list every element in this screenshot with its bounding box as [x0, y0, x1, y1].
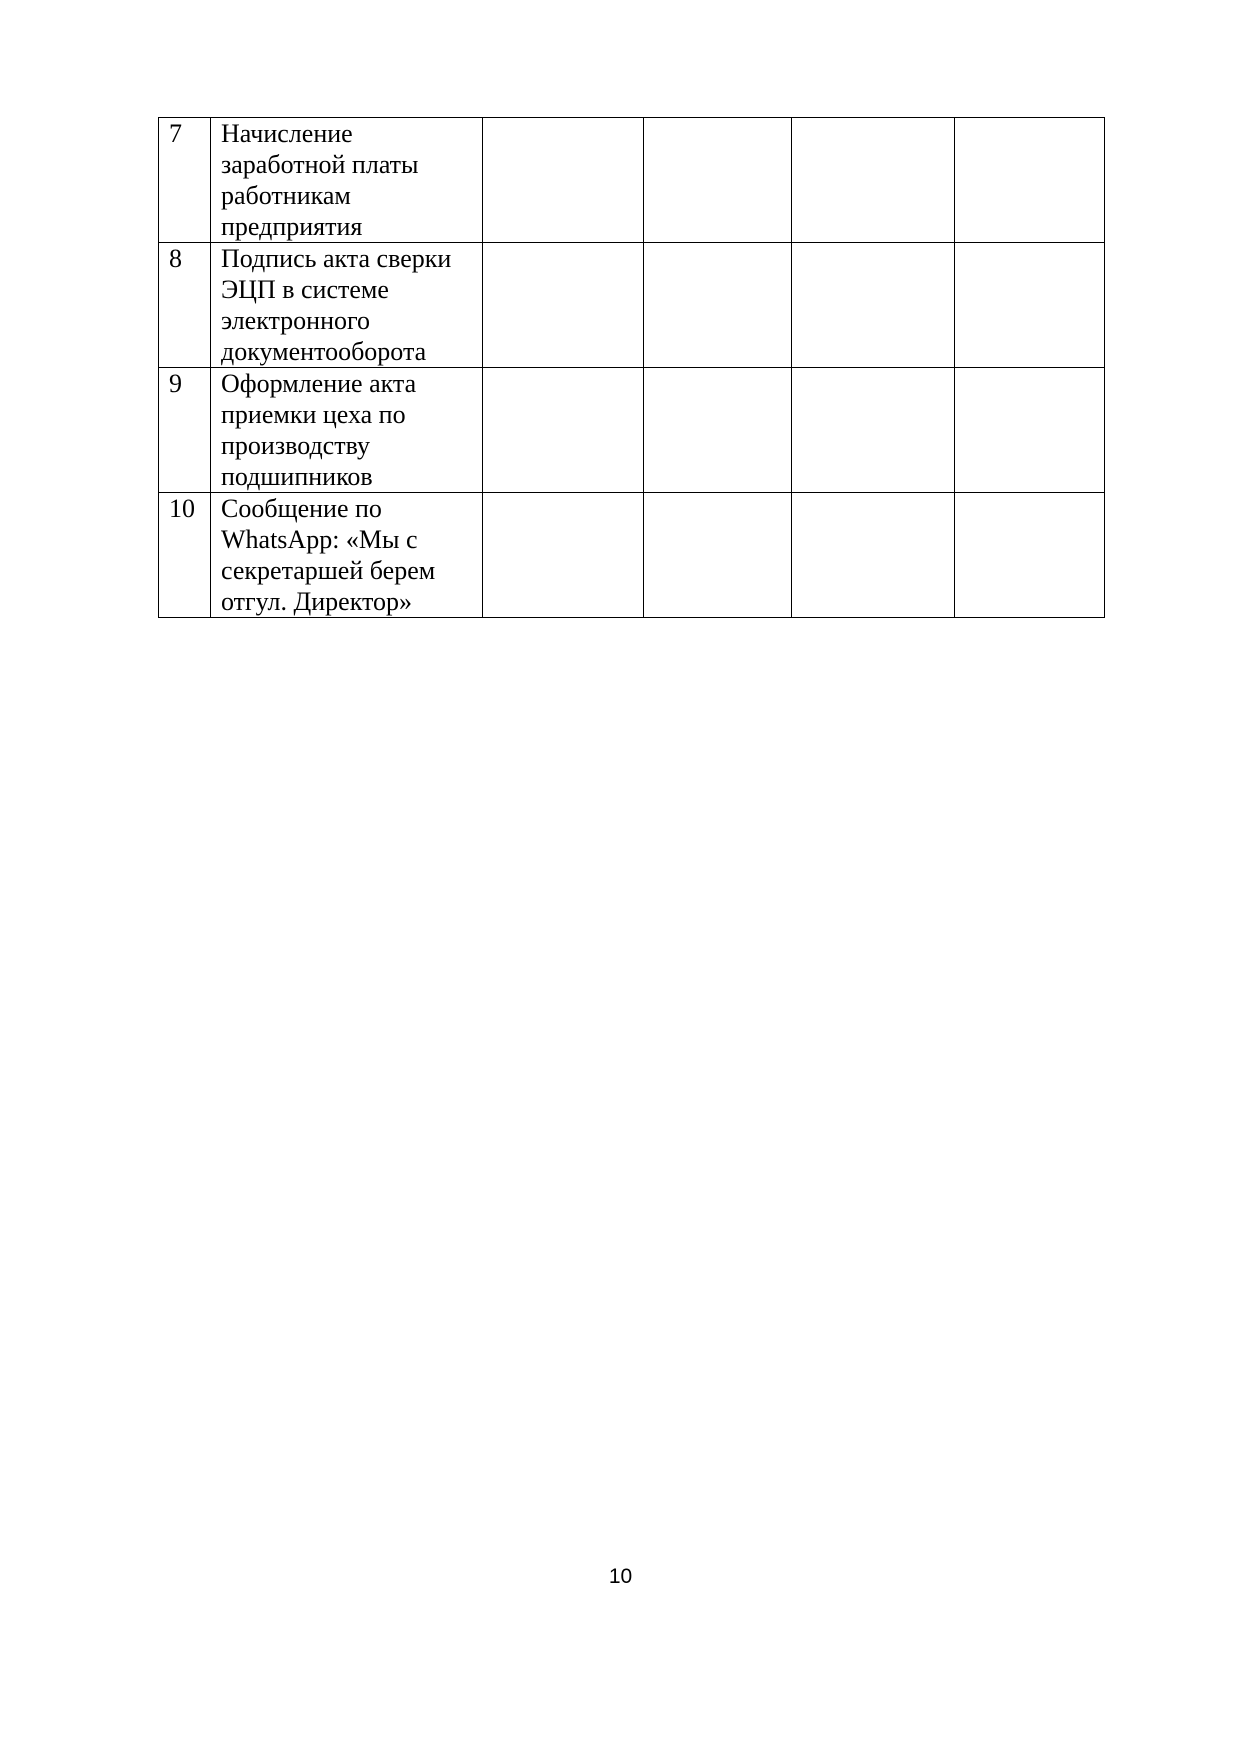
- data-table: [158, 117, 1105, 618]
- description-line: WhatsApp: «Мы с: [221, 525, 418, 554]
- empty-cell: [955, 243, 1105, 368]
- empty-cell: [483, 243, 644, 368]
- row-number-cell: [159, 368, 211, 493]
- empty-cell: [955, 118, 1105, 243]
- row-number: 9: [169, 369, 182, 398]
- empty-cell: [644, 368, 792, 493]
- description-line: заработной платы: [221, 150, 419, 179]
- description-cell: [211, 118, 483, 243]
- description-line: производству: [221, 431, 370, 460]
- description-cell: [211, 368, 483, 493]
- table-row: [159, 493, 1105, 618]
- description-line: Начисление: [221, 119, 353, 148]
- description-text: [211, 118, 482, 242]
- description-text: [211, 368, 482, 492]
- empty-cell: [483, 368, 644, 493]
- description-text: [211, 493, 482, 617]
- empty-cell: [792, 368, 955, 493]
- description-line: подшипников: [221, 462, 373, 491]
- empty-cell: [483, 118, 644, 243]
- description-line: приемки цеха по: [221, 400, 406, 429]
- empty-cell: [644, 243, 792, 368]
- row-number: 8: [169, 244, 182, 273]
- row-number-cell: [159, 493, 211, 618]
- table-row: [159, 118, 1105, 243]
- description-line: отгул. Директор»: [221, 587, 413, 616]
- description-cell: [211, 243, 483, 368]
- row-number: 7: [169, 119, 182, 148]
- description-line: ЭЦП в системе: [221, 275, 389, 304]
- empty-cell: [483, 493, 644, 618]
- description-line: Сообщение по: [221, 494, 382, 523]
- description-line: Оформление акта: [221, 369, 417, 398]
- description-line: предприятия: [221, 212, 363, 241]
- table-row: [159, 243, 1105, 368]
- empty-cell: [792, 493, 955, 618]
- row-number: 10: [169, 494, 195, 523]
- empty-cell: [644, 493, 792, 618]
- row-number-cell: [159, 243, 211, 368]
- page-number: 10: [608, 1565, 633, 1588]
- description-line: Подпись акта сверки: [221, 244, 452, 273]
- empty-cell: [792, 118, 955, 243]
- row-number-cell: [159, 118, 211, 243]
- table-row: [159, 368, 1105, 493]
- description-line: электронного: [221, 306, 371, 335]
- empty-cell: [792, 243, 955, 368]
- description-text: [211, 243, 482, 367]
- description-cell: [211, 493, 483, 618]
- empty-cell: [955, 493, 1105, 618]
- description-line: работникам: [221, 181, 351, 210]
- empty-cell: [955, 368, 1105, 493]
- description-line: документооборота: [221, 337, 427, 366]
- description-line: секретаршей берем: [221, 556, 436, 585]
- empty-cell: [644, 118, 792, 243]
